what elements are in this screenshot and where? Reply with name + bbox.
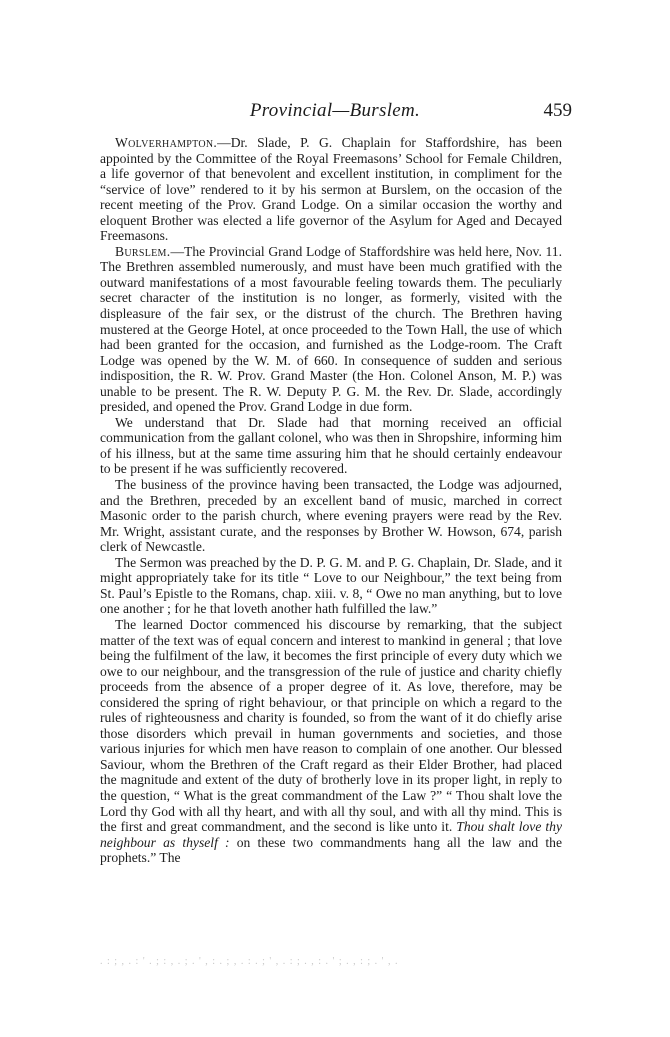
bleed-through-text: . : ; , . : ' . ; : , . ; . ' , : . ; , . : . ; ' , . : ; . , : . ' ; . , : ; . ' , . xyxy=(100,956,399,967)
place-heading-burslem: Burslem. xyxy=(115,243,171,259)
italic-quotation: Thou shalt love thy neighbour as thyself : xyxy=(100,819,562,850)
paragraph-text: on these two commandments hang all the law and the prophets.” The xyxy=(100,834,562,866)
paragraph-wolverhampton xyxy=(100,135,562,244)
paragraph-text: —Dr. Slade, P. G. Chaplain for Staffordshire, has been appointed by the Committee of the Royal Freemasons’ School for Female Children, a life governor of that benevolent and excellent institution, in compliment for the “service of love” rendered to it by his sermon at Burslem, on the occasion of the recent meeting of the Prov. Grand Lodge. On a similar occasion the worthy and eloquent Brother was elected a life governor of the Asylum for Aged and Decayed Freemasons. xyxy=(100,135,562,244)
paragraph-official-communication: We understand that Dr. Slade had that morning received an official communication from the gallant colonel, who was then in Shropshire, informing him of his illness, but at the same time assuring him that he should certainly endeavour to be present if he was sufficiently recovered. xyxy=(100,414,562,477)
paragraph-procession: The business of the province having been transacted, the Lodge was adjourned, and the Brethren, preceded by an excellent band of music, marched in correct Masonic order to the parish church, where evening prayers were read by the Rev. Mr. Wright, assistant curate, and the responses by Brother W. Howson, 674, parish clerk of Newcastle. xyxy=(100,477,562,555)
paragraph-text: —The Provincial Grand Lodge of Staffordshire was held here, Nov. 11. The Brethren assembled numerously, and must have been much gratified with the outward manifestations of a most favourable feeling towards them. The peculiarly secret character of the institution is no longer, as formerly, visited with the displeasure of the fair sex, or the distrust of the church. The Brethren having mustered at the George Hotel, at once proceeded to the Town Hall, the use of which had been granted for the occasion, and furnished as the Lodge-room. The Craft Lodge was opened by the W. M. of 660. In consequence of sudden and serious indisposition, the R. W. Prov. Grand Master (the Hon. Colonel Anson, M. P.) was unable to be present. The R. W. Deputy P. G. M. the Rev. Dr. Slade, accordingly presided, and opened the Prov. Grand Lodge in due form. xyxy=(100,243,562,415)
paragraph-sermon: The Sermon was preached by the D. P. G. M. and P. G. Chaplain, Dr. Slade, and it might appropriately take for its title “ Love to our Neighbour,” the text being from St. Paul’s Epistle to the Romans, chap. xiii. v. 8, “ Owe no man anything, but to love one another ; for he that loveth another hath fulfilled the law.” xyxy=(100,554,562,617)
paragraph-text: The learned Doctor commenced his discourse by remarking, that the subject matter of the text was of equal concern and interest to mankind in general ; that love being the fulfilment of the law, it becomes the first principle of every duty which we owe to our neighbour, and the transgression of the rule of justice and charity chiefly proceeds from the absence of a proper degree of it. As love, therefore, may be considered the spring of right behaviour, or that principle on which a regard to the rules of righteousness and charity is founded, so from the want of it do chiefly arise those disorders which prevail in human governments and societies, and those various injuries for which men have reason to complain of one another. Our blessed Saviour, whom the Brethren of the Craft regard as their Elder Brother, had placed the magnitude and extent of the duty of brotherly love in its proper light, in reply to the question, “ What is the great commandment of the Law ?” “ Thou shalt love the Lord thy God with all thy heart, and with all thy soul, and with all thy mind. This is the first and great commandment, and the second is like unto it. xyxy=(100,616,562,835)
paragraph-burslem xyxy=(100,244,562,415)
page-number: 459 xyxy=(543,100,572,121)
body-text xyxy=(100,135,562,866)
page-header xyxy=(0,100,670,130)
paragraph-discourse xyxy=(100,617,562,866)
running-title: Provincial—Burslem. xyxy=(249,100,421,121)
place-heading-wolverhampton: Wolverhampton. xyxy=(115,135,218,150)
